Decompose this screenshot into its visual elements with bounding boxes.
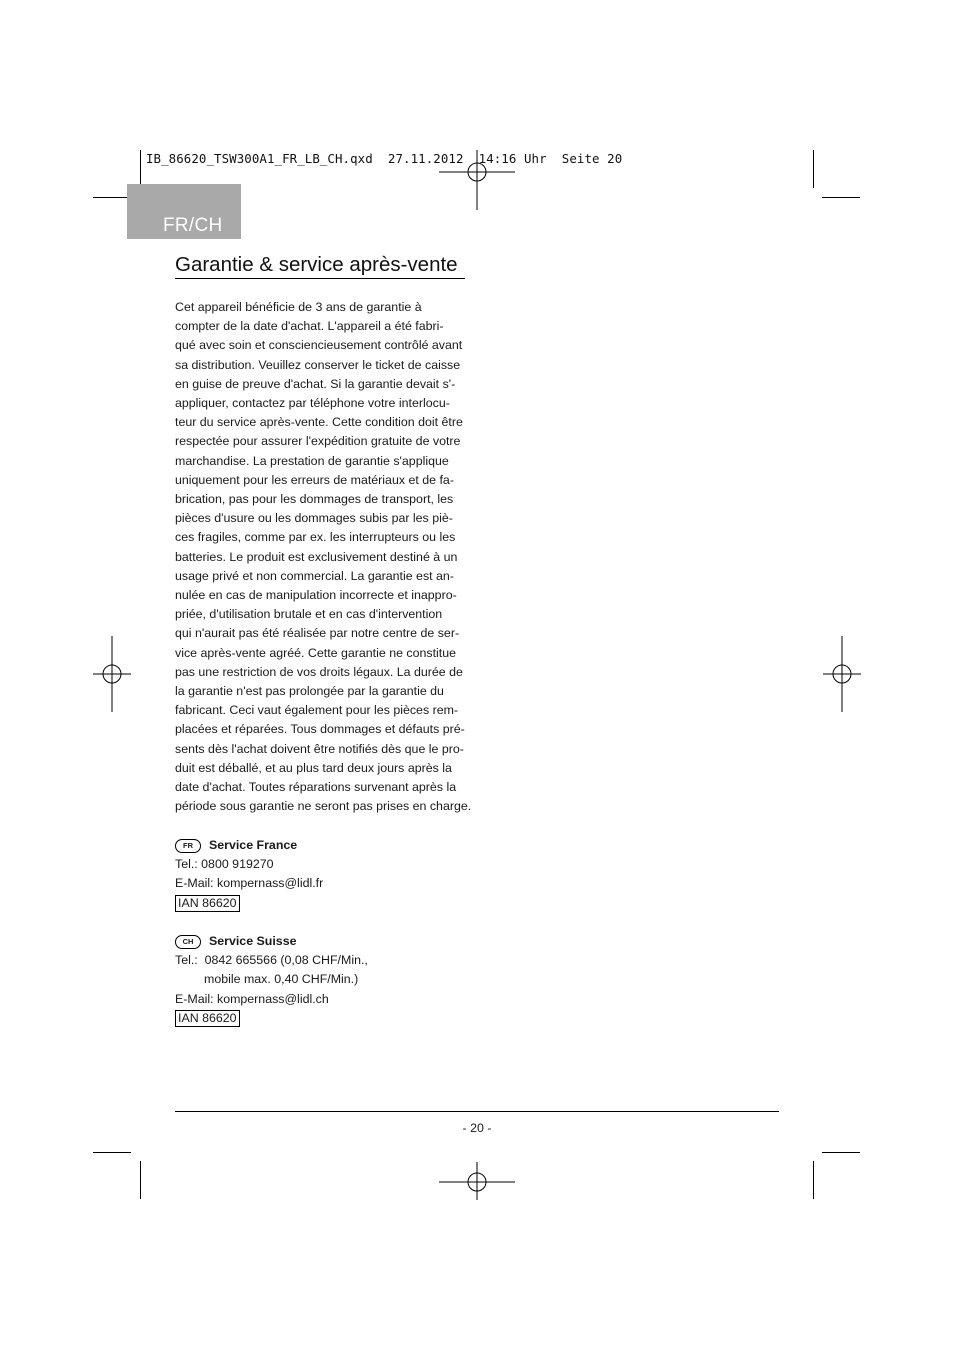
- body-line: en guise de preuve d'achat. Si la garantie devait s'-: [175, 376, 456, 391]
- section-title: Garantie & service après-vente: [175, 253, 465, 279]
- body-line: sents dès l'achat doivent être notifiés dès que le pro-: [175, 741, 464, 756]
- crop-mark-bottom-right-v: [813, 1161, 814, 1199]
- body-line: placées et réparées. Tous dommages et défauts pré-: [175, 722, 465, 737]
- body-line: la garantie n'est pas prolongée par la garantie du: [175, 684, 444, 699]
- registration-mark-bottom-icon: [439, 1144, 515, 1220]
- body-line: sa distribution. Veuillez conserver le ticket de caisse: [175, 357, 461, 372]
- warranty-body-text: [175, 298, 472, 816]
- crop-mark-bottom-left-v: [140, 1161, 141, 1199]
- body-line: marchandise. La prestation de garantie s'applique: [175, 453, 449, 468]
- service-france-ian: IAN 86620: [175, 895, 240, 912]
- footer-rule: [175, 1111, 779, 1112]
- body-line: date d'achat. Toutes réparations survenant après la: [175, 780, 457, 795]
- body-line: qué avec soin et consciencieusement contrôlé avant: [175, 338, 463, 353]
- service-france-email: E-Mail: kompernass@lidl.fr: [175, 876, 324, 891]
- service-suisse-heading-row: [175, 932, 368, 951]
- service-suisse-tel: Tel.: 0842 665566 (0,08 CHF/Min.,: [175, 953, 368, 968]
- service-france-tel: Tel.: 0800 919270: [175, 857, 274, 872]
- registration-mark-right-icon: [823, 636, 899, 712]
- body-line: usage privé et non commercial. La garantie est an-: [175, 568, 454, 583]
- body-line: batteries. Le produit est exclusivement destiné à un: [175, 549, 458, 564]
- body-line: teur du service après-vente. Cette condition doit être: [175, 415, 463, 430]
- service-suisse-email: E-Mail: kompernass@lidl.ch: [175, 991, 329, 1006]
- body-line: uniquement pour les erreurs de matériaux et de fa-: [175, 472, 454, 487]
- body-line: pièces d'usure ou les dommages subis par les piè-: [175, 511, 453, 526]
- ch-badge-icon: CH: [175, 935, 201, 949]
- body-line: appliquer, contactez par téléphone votre interlocu-: [175, 396, 450, 411]
- service-suisse-tel-cont: mobile max. 0,40 CHF/Min.): [204, 972, 359, 987]
- crop-mark-top-left-v: [140, 150, 141, 188]
- body-line: qui n'aurait pas été réalisée par notre centre de ser-: [175, 626, 460, 641]
- crop-mark-bottom-left-h: [93, 1152, 131, 1153]
- crop-mark-top-left-h: [93, 197, 131, 198]
- language-tab-label: FR/CH: [163, 215, 223, 236]
- body-line: Cet appareil bénéficie de 3 ans de garantie à: [175, 300, 422, 314]
- service-france-heading-row: [175, 836, 323, 855]
- body-line: priée, d'utilisation brutale et en cas d'intervention: [175, 607, 443, 622]
- body-line: fabricant. Ceci vaut également pour les pièces rem-: [175, 703, 459, 718]
- body-line: période sous garantie ne seront pas prises en charge.: [175, 799, 472, 814]
- registration-mark-left-icon: [93, 636, 169, 712]
- body-line: respectée pour assurer l'expédition gratuite de votre: [175, 434, 461, 449]
- service-suisse-heading: Service Suisse: [209, 934, 297, 948]
- service-france-heading: Service France: [209, 838, 298, 852]
- body-line: ces fragiles, comme par ex. les interrupteurs ou les: [175, 530, 456, 545]
- body-line: vice après-vente agréé. Cette garantie ne constitue: [175, 645, 457, 660]
- print-slug: IB_86620_TSW300A1_FR_LB_CH.qxd 27.11.2012 14:16 Uhr Seite 20: [146, 151, 623, 166]
- service-france-block: [175, 836, 323, 913]
- service-suisse-ian: IAN 86620: [175, 1010, 240, 1027]
- body-line: compter de la date d'achat. L'appareil a été fabri-: [175, 319, 444, 334]
- language-tab: [127, 184, 241, 239]
- body-line: brication, pas pour les dommages de transport, les: [175, 492, 454, 507]
- registration-mark-top-icon: [439, 134, 515, 210]
- crop-mark-bottom-right-h: [822, 1152, 860, 1153]
- crop-mark-top-right-h: [822, 197, 860, 198]
- service-suisse-block: [175, 932, 368, 1028]
- crop-mark-top-right-v: [813, 150, 814, 188]
- body-line: duit est déballé, et au plus tard deux jours après la: [175, 760, 452, 775]
- body-line: pas une restriction de vos droits légaux. La durée de: [175, 664, 463, 679]
- body-line: nulée en cas de manipulation incorrecte et inappro-: [175, 588, 457, 603]
- fr-badge-icon: FR: [175, 839, 201, 853]
- page-number: - 20 -: [462, 1121, 492, 1135]
